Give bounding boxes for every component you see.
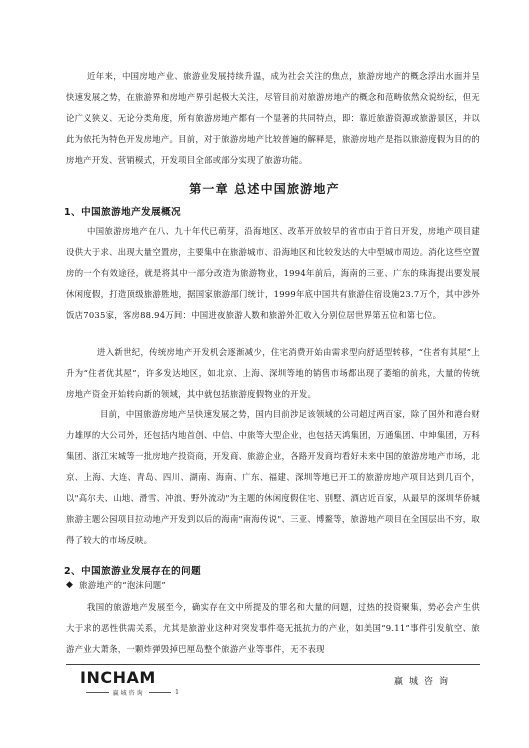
chapter-title: 第一章 总述中国旅游地产 <box>189 182 340 196</box>
section-heading-2: 2、中国旅游业发展存在的问题 <box>64 566 202 577</box>
company-logo: INCHAM <box>80 668 156 687</box>
logo-line-left <box>86 692 109 693</box>
logo-line-right <box>149 692 172 693</box>
intro-paragraph: 近年来，中国房地产业、旅游业发展持续升温，成为社会关注的焦点，旅游房地产的概念浮出水面并呈快速发展之势，在旅游界和房地产界引起极大关注，尽管目前对旅游房地产的概念和范畴依然众说纷纭，但无论广义狭义、无论分类角度，所有旅游房地产都有一个显著的共同特点，即：靠近旅游资源或旅游景区，并以此为依托为特色开发房地产。目前，对于旅游房地产比较普遍的解释是，旅游房地产是指以旅游度假为目的的房地产开发、营销模式，开发项目全部或部分实现了旅游功能。 <box>66 71 480 165</box>
paragraph-bubble-problem: 我国的旅游地产发展至今，确实存在文中所提及的罪名和大量的问题，过热的投资聚集，势必会产生供大于求的恶性供需关系，尤其是旅游业这种对突发事件毫无抵抗力的产业，如美国“9.11”事件引发航空、旅游产业大萧条，一颗炸弹毁掉巴厘岛整个旅游产业等事件，无不表现 <box>66 602 480 654</box>
logo-subtitle-text: 赢城咨询 <box>112 690 145 697</box>
page-number: 1 <box>175 689 181 696</box>
bullet-item <box>66 579 166 591</box>
footer-divider <box>66 664 480 665</box>
footer-company-name: 赢城咨询 <box>394 677 455 687</box>
paragraph-current-status: 目前，中国旅游房地产呈快速发展之势，国内目前涉足该领域的公司超过两百家，除了国外和港台财力雄厚的大公司外，还包括内地首创、中信、中旅等大型企业，也包括天鸿集团，万通集团、中坤集团，万科集团、浙江宋城等一批房地产投资商，开发商、旅游企业，各路开发商均看好未来中国的旅游房地产市场，北京、上海、大连、青岛、四川、湖南、海南、广东、福建、深圳等地已开工的旅游房地产项目达到几百个，以"高尔夫、山地、滑雪、冲浪、野外流动"为主题的休闲度假住宅、别墅、酒店近百家，从最早的深圳华侨城旅游主题公园项目拉动地产开发到以后的海南"南海传说"、三亚、博鳌等，旅游地产项目在全国层出不穷，取得了较大的市场反映。 <box>66 409 480 545</box>
diamond-bullet-icon: ◆ <box>66 580 74 590</box>
logo-subtitle <box>86 688 181 697</box>
paragraph-new-century: 进入新世纪，传统房地产开发机会逐渐减少，住宅消费开始由需求型向舒适型转移，“住者有其屋”上升为“住者优其屋”，许多发达地区，如北京、上海、深圳等地的销售市场都出现了萎缩的前兆，大量的传统房地产资金开始转向新的领域，其中就包括旅游度假物业的开发。 <box>66 347 480 399</box>
section-heading-1: 1、中国旅游地产发展概况 <box>64 207 182 218</box>
bullet-text: 旅游地产的“泡沫问题” <box>79 580 166 590</box>
paragraph-overview: 中国旅游房地产在八、九十年代已萌芽，沿海地区、改革开放较早的省市由于首日开发，房地产项目建设供大于求、出现大量空置房，主要集中在旅游城市、沿海地区和比较发达的大中型城市周边。消化这些空置房的一个有效途径，就是将其中一部分改造为旅游物业，1994年前后，海南的三亚、广东的珠海提出要发展休闲度假，打造顶级旅游胜地，据国家旅游部门统计，1999年底中国共有旅游住宿设施23.7万个，其中涉外饭店7035家，客房88.94万间：中国进夜旅游人数和旅游外汇收入分别位居世界第五位和第七位。 <box>66 226 480 320</box>
